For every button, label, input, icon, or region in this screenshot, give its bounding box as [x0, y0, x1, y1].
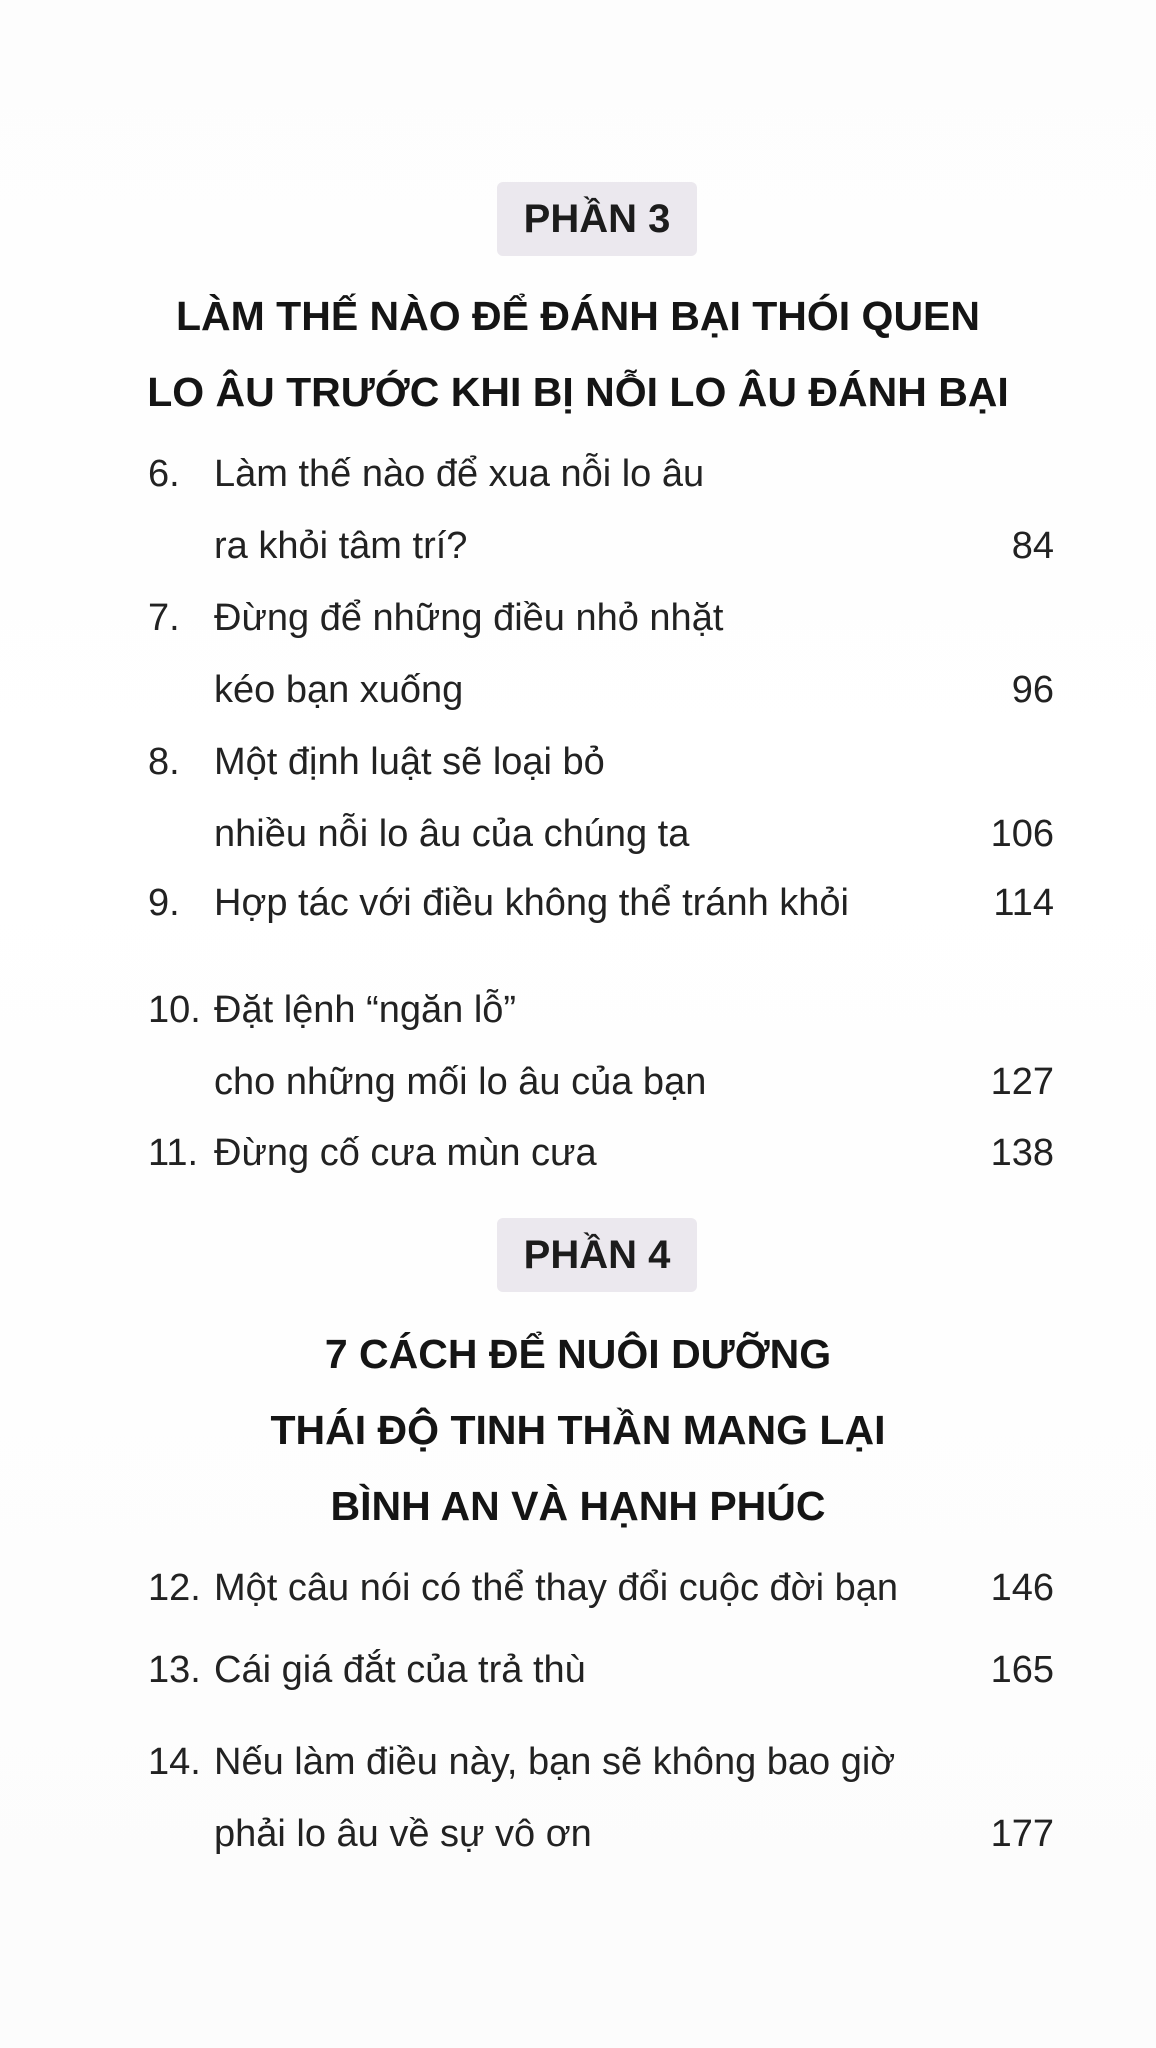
toc-entry-number: 12. — [148, 1567, 201, 1609]
toc-entry-6[interactable] — [148, 438, 1054, 582]
toc-entry-page: 96 — [1011, 669, 1054, 711]
toc-entry-title-line-1: Hợp tác với điều không thể tránh khỏi — [214, 882, 849, 924]
toc-entry-7[interactable] — [148, 582, 1054, 726]
toc-entry-title-line-1: Đừng cố cưa mùn cưa — [214, 1132, 597, 1174]
toc-entry-number: 14. — [148, 1741, 201, 1783]
part-3-title-line-2: LO ÂU TRƯỚC KHI BỊ NỖI LO ÂU ĐÁNH BẠI — [147, 369, 1009, 415]
part-4-badge: PHẦN 4 — [497, 1218, 697, 1292]
toc-entry-number: 9. — [148, 882, 180, 924]
toc-entry-page: 138 — [990, 1132, 1054, 1174]
toc-entry-9[interactable] — [148, 867, 1054, 939]
toc-entry-page: 84 — [1011, 525, 1054, 567]
toc-entry-12[interactable] — [148, 1552, 1054, 1624]
toc-entry-number: 11. — [148, 1132, 199, 1174]
toc-entry-number: 7. — [148, 597, 180, 639]
toc-entry-10[interactable] — [148, 974, 1054, 1118]
toc-entry-title-line-2: kéo bạn xuống — [214, 669, 464, 711]
part-3-title — [100, 278, 1056, 430]
toc-entry-13[interactable] — [148, 1634, 1054, 1706]
toc-entry-number: 10. — [148, 989, 201, 1031]
toc-entry-title-line-1: Một câu nói có thể thay đổi cuộc đời bạn — [214, 1567, 898, 1609]
toc-entry-page: 127 — [990, 1061, 1054, 1103]
toc-entry-title-line-1: Làm thế nào để xua nỗi lo âu — [214, 453, 705, 495]
toc-entry-title-line-1: Đặt lệnh “ngăn lỗ” — [214, 989, 517, 1031]
toc-entry-number: 13. — [148, 1649, 201, 1691]
toc-entry-title-line-1: Nếu làm điều này, bạn sẽ không bao giờ — [214, 1741, 896, 1783]
part-4-title-line-3: BÌNH AN VÀ HẠNH PHÚC — [330, 1483, 826, 1529]
toc-entry-title-line-1: Một định luật sẽ loại bỏ — [214, 741, 605, 783]
toc-entry-14[interactable] — [148, 1726, 1054, 1870]
toc-entry-title-line-1: Đừng để những điều nhỏ nhặt — [214, 597, 724, 639]
toc-entry-title-line-2: ra khỏi tâm trí? — [214, 525, 468, 567]
toc-entry-number: 8. — [148, 741, 180, 783]
toc-entry-title-line-2: cho những mối lo âu của bạn — [214, 1061, 707, 1103]
part-4-title-line-2: THÁI ĐỘ TINH THẦN MANG LẠI — [270, 1407, 886, 1453]
toc-entry-page: 165 — [990, 1649, 1054, 1691]
toc-entry-page: 114 — [993, 882, 1054, 924]
part-4-title-line-1: 7 CÁCH ĐỂ NUÔI DƯỠNG — [324, 1331, 832, 1377]
part-4-title — [100, 1316, 1056, 1544]
toc-entry-8[interactable] — [148, 726, 1054, 870]
toc-entry-page: 146 — [990, 1567, 1054, 1609]
toc-entry-page: 106 — [990, 813, 1054, 855]
toc-entry-page: 177 — [990, 1813, 1054, 1855]
toc-entry-11[interactable] — [148, 1117, 1054, 1189]
toc-entry-title-line-1: Cái giá đắt của trả thù — [214, 1649, 586, 1691]
toc-entry-title-line-2: nhiều nỗi lo âu của chúng ta — [214, 813, 690, 855]
toc-entry-title-line-2: phải lo âu về sự vô ơn — [214, 1813, 592, 1855]
part-3-badge: PHẦN 3 — [497, 182, 697, 256]
toc-entry-number: 6. — [148, 453, 180, 495]
part-3-title-line-1: LÀM THẾ NÀO ĐỂ ĐÁNH BẠI THÓI QUEN — [175, 293, 981, 339]
